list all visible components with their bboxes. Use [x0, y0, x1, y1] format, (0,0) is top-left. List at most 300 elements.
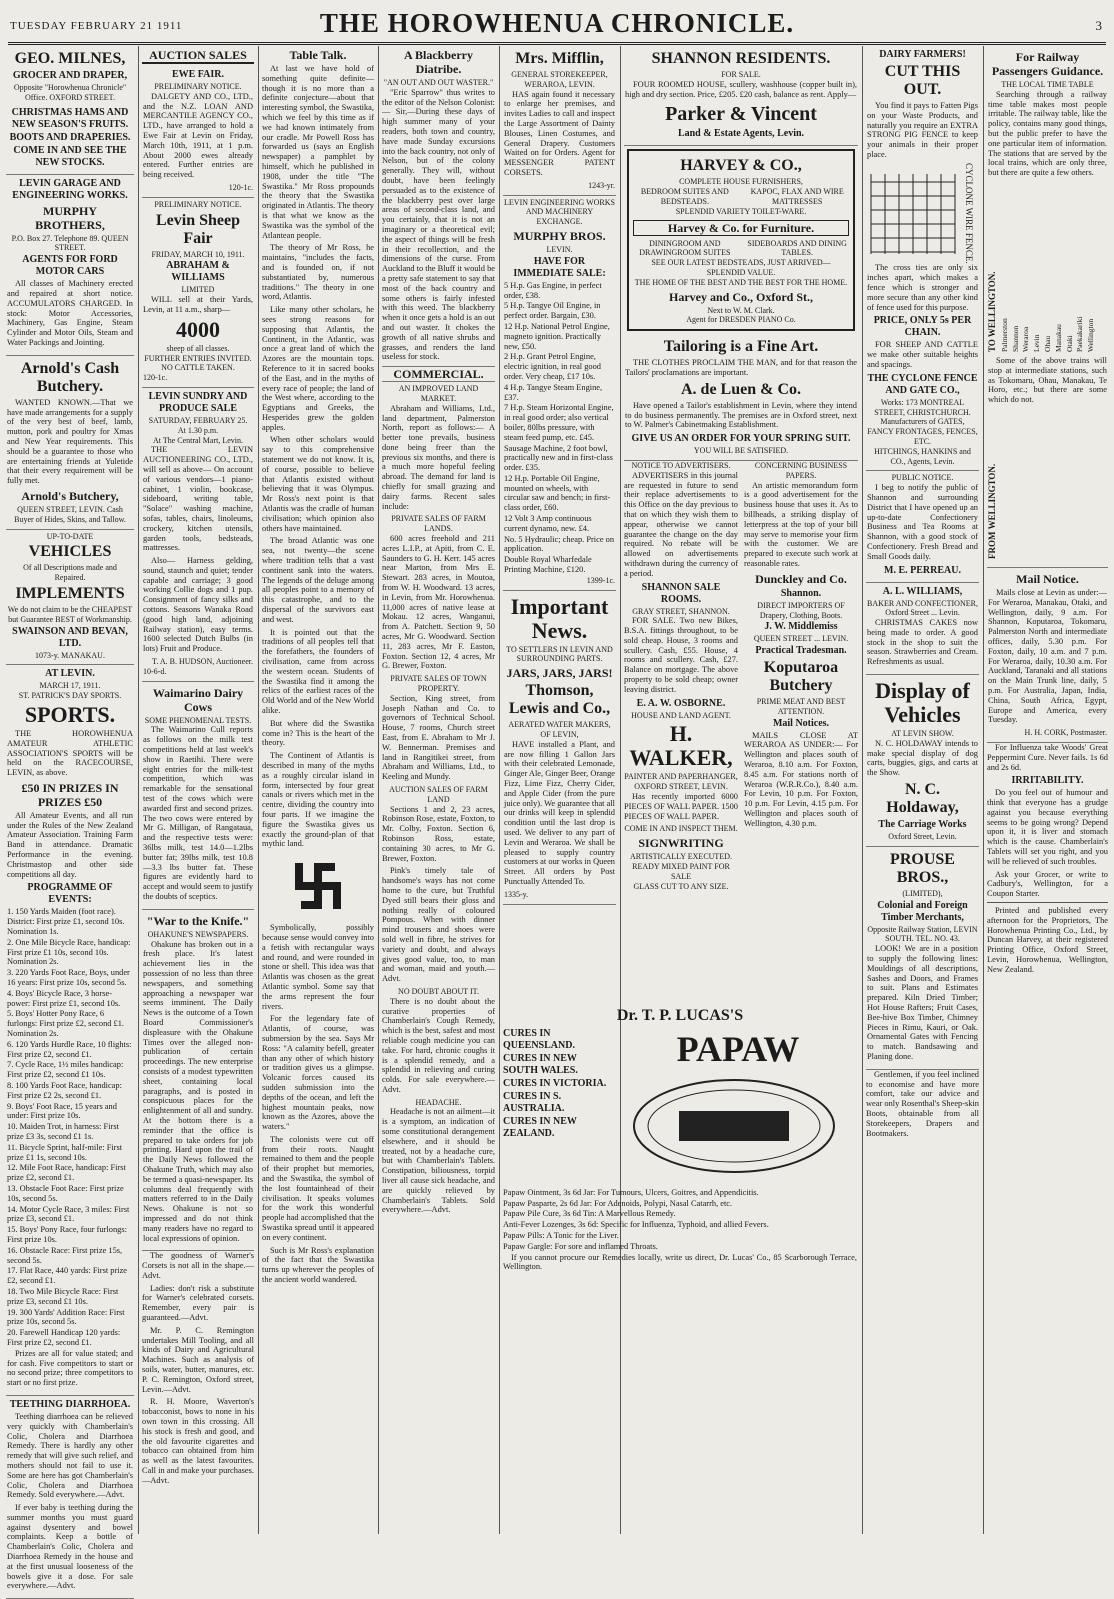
- table-talk-paragraph: For the legendary fate of Atlantis, of course, was submersion by the sea. Says Mr Ross: "A calamity befell, greater than any other of which history or tradition gives us a glimpse. Volcanic forces caused its sudden submission into the depths of the ocean, and left the highest mountain peaks, now known as the Azores, above the waters.": [262, 1014, 374, 1132]
- programme-event: 19. 300 Yards' Addition Race: First prize 10s, second 5s.: [7, 1307, 125, 1327]
- corsets-note: The goodness of Warner's Corsets is not all in the shape.—Advt.: [142, 1251, 254, 1280]
- ewe-fair-title: EWE FAIR.: [171, 69, 225, 80]
- column-6-left: [624, 461, 738, 892]
- timetable-from-wellington: [988, 409, 1107, 559]
- implements-title: IMPLEMENTS: [15, 584, 125, 602]
- irritability-body: Do you feel out of humour and think that everyone has a grudge against you because everything seems to be going wrong? Depend upon it, it is liver and stomach which is the cause. Chamberlain's Tablets will set you right, and you will be relieved of such troubles.: [987, 788, 1108, 866]
- murphy-item: No. 5 Hydraulic; cheap. Price on application.: [504, 534, 615, 554]
- vehicles-desc: Of all Descriptions made and Repaired.: [23, 563, 117, 583]
- dairy-cows-article: [142, 682, 254, 910]
- milnes-trade: GROCER AND DRAPER,: [12, 70, 128, 81]
- jars-line: JARS, JARS, JARS!: [506, 666, 613, 681]
- influenza-note: For Influenza take Woods' Great Peppermint Cure. Never fails. 1s 6d and 2s 6d.: [987, 742, 1108, 772]
- holdaway-address: Oxford Street, Levin.: [888, 832, 957, 842]
- lucas-item: Papaw Pasparte, 2s 6d Jar: For Adenoids, Polypi, Nasal Catarrh, etc.: [503, 1198, 733, 1208]
- issue-date: TUESDAY FEBRUARY 21 1911: [10, 20, 183, 32]
- sheep-count: 4000: [176, 316, 220, 342]
- osborne-name: E. A. W. OSBORNE.: [636, 697, 726, 709]
- pink-note: Pink's timely tale of handsome's ways has not come home to the cure, but Truthful Dyed still bears their gloss and nothing really of coloured Pompous. When with dinner mind trousers and shoes were sold well in fibre, he strives for variety and doubt, and always gives good value, too, to man and woman, maid and youth.—Advt.: [382, 866, 495, 984]
- preliminary-notice: PRELIMINARY NOTICE.: [154, 82, 242, 91]
- programme-event: 11. Bicycle Sprint, half-mile: First prize £1 1s, second 10s.: [7, 1142, 123, 1162]
- programme-event: 3. 220 Yards Foot Race, Boys, under 16 years: First prize 10s, second 5s.: [7, 968, 130, 988]
- column-8: [987, 46, 1108, 1534]
- programme-event: 5. Boys' Hotter Pony Race, 6 furlongs: First prize £2, second £1. Nomination 2s.: [7, 1009, 125, 1039]
- column-rule: [983, 46, 984, 1534]
- display-vehicles: Display of Vehicles: [875, 678, 970, 728]
- prouse-sub: Colonial and Foreign Timber Merchants,: [877, 899, 968, 923]
- murphy-item: 5 H.p. Tangye Oil Engine, in perfect order. Bargain, £30.: [504, 301, 601, 321]
- garage-address: P.O. Box 27. Telephone 89. QUEEN STREET.: [11, 233, 129, 253]
- price-line: PRICE, ONLY 5s PER CHAIN.: [873, 315, 972, 339]
- abraham-body: WILL sell at their Yards, Levin, at 11 a.m., sharp—: [143, 295, 253, 314]
- teething-title: TEETHING DIARRHOEA.: [9, 1398, 131, 1410]
- murphy-place: LEVIN.: [546, 244, 573, 254]
- prouse-address: Opposite Railway Station, LEVIN SOUTH. TEL. NO. 43.: [867, 924, 978, 944]
- harvey-sideboards: SIDEBOARDS AND DINING TABLES.: [747, 238, 847, 258]
- station-name: Paekakariki: [1075, 316, 1085, 352]
- station-name: Shannon: [1010, 325, 1020, 352]
- mail-notices-body: MAILS CLOSE AT WERAROA AS UNDER:— For Wellington and places south of Weraroa, 8.10 a.m. For Foxton, 8.45 a.m. For stations north of Weraroa (W.R.R.Co.), 8.40 a.m. For Levin, 10 p.m. For Foxton, 10 p.m. For Levin, 4.15 p.m. For Wellington and places south of Wellington, 4.30 p.m.: [744, 730, 858, 828]
- town-sales-title: PRIVATE SALES OF TOWN PROPERTY.: [390, 674, 487, 694]
- murphy-item: 4 H.p. Tangye Steam Engine, £37.: [504, 382, 603, 402]
- programme-event: 18. Two Mile Bicycle Race: First prize £3, second £1 10s.: [7, 1286, 119, 1306]
- programme-event: 14. Motor Cycle Race, 3 miles: First prize £3, second £1.: [7, 1204, 130, 1224]
- irritability-title: IRRITABILITY.: [1011, 775, 1084, 787]
- harvey-name: HARVEY & CO.,: [680, 157, 802, 175]
- walker-sign-sub: ARTISTICALLY EXECUTED.: [630, 852, 732, 862]
- cyclone-co: THE CYCLONE FENCE AND GATE CO.,: [867, 372, 978, 396]
- to-wellington-label: TO WELLINGTON.: [987, 271, 997, 352]
- dairy-cows-body: The Waimarino Cull reports as follows on the milk test competitions held at last week's show in Raetihi. There were eight entries for the milk-test competition, which was remarkable for the sensational test of the cows which were awarded first and second prizes. The two cows were entered by Mr G. Milligan, of Rangataua, and the respective tests were: 36lbs milk, test 14.0—1.2lbs butter fat; 39lbs milk, test 10.8—3.3 lbs butter fat. These figures are evidently hard to accept and would seem to justify the doubts of sceptics.: [143, 725, 254, 901]
- murphy-name: MURPHY BROS.: [513, 228, 606, 243]
- produce-also: Also— Harness gelding, sound, staunch and quiet; tender capable and carriage; 3 good working Collie dogs and 1 pup. Consignment of fancy silks and cottons. Seasons Wanaka Road (good high land, adjoining Railway station), easy terms. 1600 selected Dutch Bulbs (in lots) Fruit and Produce.: [143, 556, 253, 654]
- timetable-to-wellington: [988, 182, 1107, 352]
- parker-vincent-name: Parker & Vincent: [665, 103, 817, 126]
- walker-sub: PAINTER AND PAPERHANGER, OXFORD STREET, LEVIN.: [624, 772, 738, 792]
- lucas-item: Papaw Ointment, 3s 6d Jar: For Tumours, Ulcers, Goitres, and Appendicitis.: [503, 1187, 759, 1197]
- produce-body: THE LEVIN AUCTIONEERING CO., LTD., will sell as above— On account of various vendors—1 piano-cabinet, 1 violin, bookcase, sideboard, writing table, "Solace" washing machine, sofas, tables, chairs, linoleums, crockery, kitchen utensils, garden tools, bedsteads, mattresses.: [143, 445, 253, 553]
- harvey-address: Harvey and Co., Oxford St.,: [669, 289, 813, 304]
- abraham-name: ABRAHAM & WILLIAMS: [166, 260, 230, 284]
- milnes-line: COME IN AND SEE THE NEW STOCKS.: [13, 144, 127, 168]
- masthead: [8, 6, 1106, 45]
- concerning-body: An artistic memorandum form is a good advertisement for the business house that uses it. As to billheads, a striking display of letterpress at the top of your bill may serve to memorise your firm with the customer. We are prepared to execute such work at reasonable rates.: [744, 480, 858, 568]
- railway-note: Some of the above trains will stop at intermediate stations, such as Tokomaru, Ohau, Manakau, Te Horo, etc.; but there are some which do not.: [988, 355, 1107, 405]
- perreau-advert: [866, 471, 979, 582]
- walker-come: COME IN AND INSPECT THEM.: [624, 824, 738, 834]
- lucas-item: Papaw Gargle: For sore and inflamed Throats.: [503, 1241, 658, 1251]
- sports-title: SPORTS.: [24, 701, 116, 727]
- column-rule: [499, 46, 500, 1534]
- shannon-body: FOUR ROOMED HOUSE, scullery, washhouse (copper built in), high and dry section. Price, £205. £20 cash, balance as rent. Apply—: [625, 79, 857, 99]
- walker-glass: GLASS CUT TO ANY SIZE.: [633, 881, 729, 891]
- vehicles-title: VEHICLES: [28, 543, 112, 561]
- timetable-title: THE LOCAL TIME TABLE: [1001, 80, 1094, 89]
- garage-agents: AGENTS FOR FORD MOTOR CARS: [22, 254, 118, 278]
- luen-body: Have opened a Tailor's establishment in Levin, where they intend to do business permanently. The premises are in Oxford street, next to W. Palmer's Cabinetmaking Establishment.: [625, 400, 857, 430]
- sheep-fair-advert: [142, 198, 254, 388]
- swainson-address: 1073-y. MANAKAU.: [35, 650, 105, 660]
- table-talk-paragraph: It is pointed out that the traditions of all peoples tell that the forefathers, the founders of civilisation, came from across the western ocean. Students of the Swastika find it among the relics of the earliest races of the Old World and of the New World alike.: [262, 627, 374, 715]
- harvey-advert: [627, 149, 855, 331]
- cyclone-side-label: CYCLONE WIRE FENCE.: [963, 162, 974, 264]
- notice-body: ADVERTISERS in this journal are requested in future to send their replace advertisements to this Office on the day previous to that on which they wish them to appear, otherwise we cannot guarantee the change on the day required. No rebate will be allowed on advertisements withdrawn during the currency of a period.: [624, 470, 738, 578]
- lucas-title: Dr. T. P. LUCAS'S: [616, 1007, 744, 1024]
- no-cattle: NO CATTLE TAKEN.: [161, 363, 235, 373]
- mifflin-ref: 1243-yr.: [588, 180, 615, 190]
- garage-title: LEVIN GARAGE AND ENGINEERING WORKS.: [12, 177, 128, 201]
- harvey-sub: COMPLETE HOUSE FURNISHERS,: [679, 177, 803, 187]
- settlers-line: TO SETTLERS IN LEVIN AND SURROUNDING PARTS.: [506, 644, 613, 664]
- prouse-ltd: (LIMITED),: [902, 888, 943, 898]
- cures-item: CURES IN NEW ZEALAND.: [503, 1116, 577, 1139]
- perreau-name: M. E. PERREAU.: [884, 564, 961, 576]
- walker-mixed: READY MIXED PAINT FOR SALE: [632, 862, 730, 881]
- notice-title: NOTICE TO ADVERTISERS.: [631, 460, 731, 470]
- sports-intro: THE HOROWHENUA AMATEUR ATHLETIC ASSOCIATION'S SPORTS will be held on the RACECOURSE, LEVIN, as above.: [7, 728, 133, 778]
- lucas-list: [503, 1188, 857, 1252]
- table-talk-paragraph: The theory of Mr Ross, he maintains, "includes the facts, and is founded on, if not substantiated by, numerous traditions." The theory in one word, Atlantis.: [262, 243, 374, 302]
- sheep-fair-date: FRIDAY, MARCH 10, 1911.: [151, 249, 245, 259]
- murphy-sale: HAVE FOR IMMEDIATE SALE:: [513, 255, 606, 279]
- murphy-item: 12 H.p. National Petrol Engine, magneto ignition. Practically new, £50.: [504, 321, 610, 351]
- tailor-advert: [624, 334, 858, 461]
- programme-event: 13. Obstacle Foot Race: First prize 10s, second 5s.: [7, 1183, 124, 1203]
- abraham-ltd: LIMITED: [181, 285, 215, 295]
- market-body: Abraham and Williams, Ltd., land department, Palmerston North, report as follows:— A better tone prevails, business done being freer than the previous six months, and there is a much more hopeful feeling abroad. The demand for land is chiefly for small grazing and dairy farms. Recent sales include:: [382, 403, 495, 511]
- table-talk-paragraph: The colonists were cut off from their roots. Naught remained to them and the people of their prophet but memories, and the Swastika, the symbol of the lost fountainhead of their civilisation. It speaks volumes for the work this wonderful people had accomplished that the Swastika spread until it appeared on every continent.: [262, 1134, 374, 1242]
- important-news: Important News.: [510, 593, 609, 643]
- murphy-head: LEVIN ENGINEERING WORKS AND MACHINERY EXCHANGE.: [504, 197, 615, 227]
- war-knife-title: "War to the Knife.": [146, 913, 250, 928]
- mail-notice-title: Mail Notice.: [1016, 571, 1079, 586]
- table-talk-paragraph: Such is Mr Ross's explanation of the fact that the Swastika turns up wherever the peoples of the ancient world wandered.: [262, 1245, 374, 1285]
- murphy-advert: [503, 196, 616, 591]
- blackberry-body: "Eric Sparrow" thus writes to the editor of the Nelson Colonist:— Sir,—During these days of high summer many of your readers, both town and country, have made Sunday excursions into the back country, not only of Nelson, but of the colony generally. They will, without doubt, have been feelingly persuaded as to the existence of the blackberry pest over large areas of second-class land, and you certainly, that it is not an imaginary or a theoretical evil; the aspect of things will be fresh in their recollection, and the dimensions of the curse. From Auckland to the Bluff it would be a pretty safe statement to say that most of the back country and some others is fairly infested with this weed. The blackberry when it once gets a hold is an out and out waster. It chokes the growth of all native shrubs and grasses, and renders the land useless for stock.: [382, 87, 495, 362]
- implements-body: We do not claim to be the CHEAPEST but Guarantee BEST of Workmanship.: [7, 604, 133, 624]
- station-name: Levin: [1032, 334, 1042, 352]
- dairy-farmers-title: DAIRY FARMERS!: [879, 49, 966, 60]
- cures-item: CURES IN VICTORIA.: [503, 1078, 607, 1089]
- column-1: [6, 46, 134, 1591]
- cadbury-note: Ask your Grocer, or write to Cadbury's, Wellington, for a Coupon Starter.: [987, 869, 1108, 899]
- programme-event: 2. One Mile Bicycle Race, handicap: First prize £1 10s, second 10s. Nomination 2s.: [7, 937, 131, 967]
- dalgety-ref: 120-1c.: [228, 182, 253, 192]
- butchery-body: WANTED KNOWN.—That we have made arrangements for a supply of the very best of beef, lamb, mutton, pork and poultry for Xmas and New Year requirements. This should be a guarantee to those who are entertaining friends at Yuletide that their every requirement will be fully met.: [7, 397, 133, 486]
- butchery-signature: Arnold's Butchery,: [21, 488, 119, 503]
- milnes-address: Opposite "Horowhenua Chronicle" Office. OXFORD STREET.: [13, 83, 127, 102]
- mifflin-body: HAS again found it necessary to enlarge her premises, and invites Ladies to call and inspect the Large Assortment of Dainty Blouses, Linen Costumes, and General Drapery. Customers Waited on for Orders. Agent for MESSENGER PATENT CORSETS.: [504, 89, 615, 177]
- milnes-advert: [6, 46, 134, 175]
- station-name: Ohau: [1042, 335, 1052, 352]
- blackberry-title: A Blackberry Diatribe.: [404, 48, 473, 76]
- harvey-latest: SEE OUR LATEST BEDSTEADS, JUST ARRIVED—SPLENDID VALUE.: [651, 258, 831, 277]
- swastika-illustration: [287, 855, 349, 917]
- milnes-line: BOOTS AND DRAPERIES.: [9, 131, 131, 143]
- railway-article: [987, 46, 1108, 568]
- war-knife-article: [142, 910, 254, 1252]
- mail-notice-article: [987, 568, 1108, 743]
- butchery-advert: [6, 356, 134, 530]
- tailor-body: THE CLOTHES PROCLAIM THE MAN, and for that reason the Tailors' proclamations are important.: [625, 358, 857, 377]
- sports-day: ST. PATRICK'S DAY SPORTS.: [18, 691, 122, 701]
- table-talk-title: Table Talk.: [289, 48, 347, 62]
- cyclone-manu: Manufacturers of GATES, FANCY FRONTAGES, FENCES, ETC.: [867, 417, 978, 446]
- cyclone-advert: [866, 46, 979, 471]
- murphy-item: 12 Volt 3 Amp continuous current dynamo, new. £4.: [504, 514, 592, 533]
- harvey-big: Harvey & Co. for Furniture.: [633, 220, 849, 236]
- newspaper-title: THE HOROWHENUA CHRONICLE.: [319, 8, 795, 38]
- murphy-items: [504, 281, 615, 575]
- column-6: [624, 46, 858, 1001]
- williams-body: CHRISTMAS CAKES now being made to order. A good stock in the shop to suit the season. Strawberries and Cream. Refreshments as usual.: [867, 618, 978, 667]
- sports-advert: [6, 665, 134, 1396]
- middlemiss-name: J. W. Middlemiss: [764, 621, 838, 633]
- walker-signwriting: SIGNWRITING: [638, 836, 724, 851]
- station-name: Palmerston: [999, 318, 1009, 352]
- table-talk-paragraph: The broad Atlantic was one sea, not twenty—the scene where tradition tells that a vast continent sank into the waters. The legends of the deluge among all peoples point to a memory of this catastrophe, and to the dispersal of the survivors east and west.: [262, 536, 374, 624]
- further-entries: FURTHER ENTRIES INVITED.: [144, 353, 252, 363]
- column-7: [866, 46, 979, 1534]
- programme-event: 10. Maiden Trot, in harness: First prize £3 3s, second £1 1s.: [7, 1122, 119, 1141]
- programme-list: [7, 907, 133, 1347]
- perreau-body: I beg to notify the public of Shannon and surrounding District that I have opened up an up-to-date Confectionery Business and Tea Rooms at Shannon, with a good stock of Confectionery. Fresh Bread and Small Goods daily.: [867, 483, 978, 561]
- dunckley-name: Dunckley and Co.: [755, 571, 847, 586]
- shannon-sale-address: GRAY STREET, SHANNON.: [632, 606, 730, 616]
- display-sub: AT LEVIN SHOW.: [891, 729, 954, 739]
- harvey-home: THE HOME OF THE BEST AND THE BEST FOR THE HOME.: [634, 277, 848, 287]
- programme-event: 4. Boys' Bicycle Race, 3 horse-power: First prize £1, second 10s.: [7, 988, 121, 1008]
- osborne-sub: HOUSE AND LAND AGENT.: [631, 710, 731, 720]
- no-doubt-body: There is no doubt about the curative properties of Chamberlain's Cough Remedy, which is the best, safest and most reliable cough medicine you can take. For hard, chronic coughs it is a splendid remedy, and a splendid in relieving and curing colds. For sale everywhere.—Advt.: [382, 996, 495, 1094]
- column-3: [262, 46, 374, 1534]
- mifflin-trade: GENERAL STOREKEEPER,: [511, 70, 608, 79]
- holdaway-name: N. C. Holdaway,: [886, 781, 959, 817]
- table-talk-paragraph: The Continent of Atlantis is described in many of the myths as a roughly circular island in form, intersected by four great canals or rivers which met in the centre, dividing the country into four parts. If we imagine the figure the Swastika gives us exactly the ground-plan of that mythic land.: [262, 751, 374, 849]
- mail-notice-signature: H. H. CORK, Postmaster.: [1024, 728, 1107, 738]
- williams-advert: [866, 583, 979, 676]
- thomson-name: Thomson, Lewis and Co.,: [508, 682, 611, 718]
- programme-event: 15. Boys' Pony Race, four furlongs: First prize 10s.: [7, 1225, 127, 1244]
- headache-title: HEADACHE.: [415, 1097, 462, 1107]
- cyclone-body: The cross ties are only six inches apart, which makes a fence which is stronger and more secure than any other kind of fence used for this purpose.: [867, 263, 978, 312]
- murphy-item: 7 H.p. Steam Horizontal Engine, in real good order; also vertical boiler, 80lbs pressure, with steam feed pump, etc. £45.: [504, 403, 614, 442]
- koputaroa-name: Koputaroa Butchery: [763, 659, 839, 695]
- from-wellington-label: FROM WELLINGTON.: [987, 463, 997, 559]
- cures-item: CURES IN QUEENSLAND.: [503, 1028, 575, 1051]
- sports-prize: £50 IN PRIZES IN PRIZES £50: [21, 780, 119, 809]
- dalgety-body: DALGETY AND CO., LTD., and the N.Z. LOAN AND MERCANTILE AGENCY CO., LTD., have arranged to hold a Ewe Fair at Levin on Friday, March 10th, 1911, at 1 p.m. About 2000 ewes already entered. Further entries are being received.: [143, 91, 253, 180]
- auction-sales-title: AUCTION SALES: [142, 48, 254, 64]
- walker-name: H. WALKER,: [629, 721, 733, 771]
- produce-sale-advert: [142, 388, 254, 682]
- murphy-item: 2 H.p. Grant Petrol Engine, electric ignition, in real good order. Very cheap, £17 10s.: [504, 352, 601, 381]
- ladies-note: Ladies: don't risk a substitute for Warner's celebrated corsets. Remember, every pair is guaranteed.—Advt.: [142, 1283, 254, 1323]
- private-sales-title: PRIVATE SALES OF FARM LANDS.: [391, 514, 486, 534]
- programme-event: 6. 120 Yards Hurdle Race, 10 flights: First prize £2, second £1.: [7, 1039, 132, 1059]
- vehicles-advert: [6, 530, 134, 666]
- market-title: AN IMPROVED LAND MARKET.: [398, 384, 479, 403]
- town-sales-body: Section, King street, from Joseph Nathan and Co. to governors of Technical School. House, 7 rooms, Church street East, from E. Abraham to Mr J. W. Bennerman. Premises and land in Rangitikei street, from Abraham and Williams, Ltd., to Keeling and Mundy.: [382, 693, 495, 782]
- harvey-variety: SPLENDID VARIETY TOILET-WARE.: [675, 206, 807, 216]
- column-rule: [138, 46, 139, 1534]
- vehicles-uptodate: UP-TO-DATE: [46, 531, 94, 541]
- prouse-body: LOOK! We are in a position to supply the following lines: Mouldings of all descriptions, Sashes and Doors, and Frames to suit. Plans and Estimates prepared. Kiln Dried Timber; Hot House Rafters; Fruit Cases, Bee-hive Box Timber, Chimney Pieces in Rimu, Kauri, or Oak. Ornamental Gates with Fencing to match. Bandsawing and Planing done.: [867, 944, 978, 1062]
- produce-place: At The Central Mart, Levin.: [152, 435, 244, 445]
- produce-date: SATURDAY, FEBRUARY 25.: [148, 415, 248, 425]
- table-talk-paragraph: When other scholars would say to this comprehensive statement we do not know. It is, of course, possible to believe that Atlantis existed without believing that it was Olympus. Mr Ross's next point is that Atlantis was the cradle of human civilisation; which opinion also others have maintained.: [262, 435, 374, 533]
- walker-body: Has recently imported 6000 PIECES OF WALL PAPER. 1500 PIECES OF WALL PAPER.: [624, 792, 738, 821]
- luen-order: GIVE US AN ORDER FOR YOUR SPRING SUIT.: [631, 433, 851, 445]
- murphy-item: Sausage Machine, 2 foot bowl, practically new and in first-class order. £35.: [504, 443, 613, 473]
- cut-body: You find it pays to Fatten Pigs on your Waste Products, and naturally you require an EXTRA STRONG PIG FENCE to keep your animals in their proper place.: [867, 101, 978, 159]
- luen-name: A. de Luen & Co.: [680, 380, 801, 398]
- lucas-advert: [503, 1005, 857, 1533]
- thomson-advert: [503, 591, 616, 905]
- koputaroa-sub: PRIME MEAT AND BEST ATTENTION.: [756, 697, 846, 716]
- wire-fence-illustration: [867, 168, 959, 258]
- concerning-title: CONCERNING BUSINESS PAPERS.: [754, 460, 848, 480]
- prouse-advert: [866, 847, 979, 1070]
- garage-body: All classes of Machinery erected and repaired at short notice. ACCUMULATORS CHARGED. In stock: Motor Accessories, Machinery, Gas Engine, Steam Cylinder and Motor Oils, Steam and Water Packings and Jointing.: [7, 279, 133, 347]
- table-talk-paragraph: At last we have hold of something quite definite—though it is no more than a definite conjecture—about that interesting symbol, the Swastika, which we feel by this time as if we had known intimately from our cradle. Mr Powell Ross has forwarded us (says an English newspaper) a pamphlet by himself, which he published in 1908, under the title "The Swastika." Mr Ross propounds the theory that the Swastika originated in Atlantis. The theory is that what we know as the Swastika was the symbol of the Atlantean people.: [262, 64, 374, 240]
- programme-event: 12. Mile Foot Race, handicap: First prize £2, second £1.: [7, 1163, 126, 1183]
- parker-vincent-sub: Land & Estate Agents, Levin.: [677, 128, 805, 140]
- mifflin-name: Mrs. Mifflin,: [515, 50, 604, 67]
- williams-sub: BAKER AND CONFECTIONER, Oxford Street ... Levin.: [867, 598, 978, 618]
- shannon-title: SHANNON RESIDENTS.: [651, 50, 831, 67]
- sheep-desc: sheep of all classes.: [166, 343, 230, 353]
- harvey-right: KAPOC, FLAX AND WIRE MATTRESSES: [750, 187, 844, 206]
- milnes-name: GEO. MILNES,: [14, 50, 126, 67]
- sports-footer: Prizes are all for value stated; and for cash. Five competitors to start or no second prize; three competitors to start or no first prize.: [7, 1348, 133, 1388]
- auction-land-title: AUCTION SALES OF FARM LAND: [389, 784, 488, 804]
- railway-body: Searching through a railway time table makes most people irritable. The railway table, like the policy, contains many good things, but the public prefer to have the one particular item of information. The stations that are served by the local trains, which are only three, but there are quite a few others.: [988, 89, 1107, 178]
- holdaway-advert: [866, 675, 979, 847]
- mail-notice-body: Mails close at Levin as under:— For Weraroa, Manakau, Otaki, and Wellington, daily, 9 a.m. For Shannon, Koputaroa, Tokomaru, Palmerston North and intermediate offices, daily, 5.30 p.m. For Foxton, daily, 10 a.m. and 7 p.m. For Weraroa, daily, 10.30 a.m. For Auckland, Taranaki and all stations on the Main Trunk line, daily, 5 p.m. For Australia, Japan, India, China, South Africa, Egypt, Europe and America, every Tuesday.: [988, 587, 1107, 725]
- butchery-address: QUEEN STREET, LEVIN. Cash Buyer of Hides, Skins, and Tallow.: [14, 504, 126, 524]
- railway-title: For Railway Passengers Guidance.: [991, 50, 1104, 78]
- prouse-name: PROUSE BROS.,: [890, 850, 955, 886]
- butchery-title: Arnold's Cash Butchery.: [20, 359, 120, 395]
- table-talk-paragraph: Symbolically, possibly because sense would convey into a fetish with rectangular ways and round, and were rounded in stone or shell. This idea was that Atlantis was chosen as the great Atlantic symbol. Some say that the arms represent the four rivers.: [262, 923, 374, 1011]
- station-name: Manakau: [1053, 324, 1063, 352]
- station-name: Otaki: [1064, 335, 1074, 352]
- column-6-right: [744, 461, 858, 892]
- sheep-cattle: FOR SHEEP AND CATTLE we make other suitable heights and spacings.: [867, 340, 978, 369]
- programme-event: 16. Obstacle Race: First prize 15s, second 5s.: [7, 1245, 123, 1265]
- headache-body: Headache is not an ailment—it is a symptom, an indication of some constitutional derangement elsewhere, and it should be treated, not by a headache cure, but with Chamberlain's Tablets. Constipation, biliousness, torpid liver all cause sick headache, and are quickly relieved by Chamberlain's Tablets. Sold everywhere.—Advt.: [382, 1107, 495, 1215]
- station-name: Wellington: [1086, 318, 1096, 352]
- commercial-title: COMMERCIAL.: [382, 366, 495, 382]
- column-4: [382, 46, 495, 1534]
- cures-item: CURES IN S. AUSTRALIA.: [503, 1091, 565, 1114]
- shannon-sale: FOR SALE.: [721, 70, 761, 79]
- holdaway-body: N. C. HOLDAWAY intends to make special display of dog carts, buggies, gigs, and carts at the Show.: [867, 738, 978, 778]
- sports-body: All Amateur Events, and all run under the Rules of the New Zealand Amateur Association. Training Farm Band in attendance. Dramatic Performance in the evening. Christmastop and other side competitions all day.: [7, 810, 133, 879]
- mail-notices-title: Mail Notices.: [772, 717, 830, 729]
- blackberry-sub: "AN OUT AND OUT WASTER.": [383, 78, 494, 87]
- dunckley-place: Shannon.: [780, 587, 822, 599]
- abraham-ref: 120-1c.: [143, 373, 168, 383]
- cut-this-out: CUT THIS OUT.: [884, 63, 961, 98]
- sheep-fair-title: Levin Sheep Fair: [155, 211, 240, 247]
- middlemiss-sub: QUEEN STREET ... LEVIN.: [753, 634, 849, 644]
- harvey-agent: Agent for DRESDEN PIANO Co.: [686, 315, 796, 325]
- war-knife-sub: OHAKUNE'S NEWSPAPERS.: [147, 929, 249, 939]
- hitchings-agents: HITCHINGS, HANKINS and CO., Agents, Levin.: [874, 446, 971, 466]
- war-knife-body: Ohakune has broken out in a fresh place. It's latest achievement lies in the possession of no less than three newspapers, and something approaching a newspaper war seems imminent. The Daily News is the outcome of a Town Board Commissioner's displeasure with the Ohakune Times over the alleged non-publication of certain proceedings. The new enterprise consists of a modest typewritten sheet, containing local paragraphs, and is posted in conspicuous places for the enlightenment of all and sundry. At the bottom there is a reminder that the office is prepared to take orders for job printing. Hard upon the trail of the Daily News followed the Ohakune Truth, which may also be termed a quasi-newspaper. Its columns deal frequently with matters referred to in the Daily News. Ohakune is not so impressed and do not think many readers have no regard to local expressions of opinion.: [143, 939, 253, 1243]
- produce-title: LEVIN SUNDRY AND PRODUCE SALE: [148, 390, 248, 414]
- programme-event: 8. 100 Yards Foot Race, handicap: First prize £2 2s, second £1.: [7, 1081, 122, 1100]
- ointment-tin-icon: [619, 1071, 849, 1181]
- lucas-footer: If you cannot procure our Remedies locally, write us direct, Dr. Lucas' Co., 85 Scarborough Terrace, Wellington.: [503, 1252, 857, 1272]
- produce-time: At 1.30 p.m.: [177, 425, 219, 435]
- harvey-dining: DININGROOM AND DRAWINGROOM SUITES: [639, 238, 731, 258]
- printer-imprint: Printed and published every afternoon for the Proprietors, The Horowhenua Printing Co., Ltd., by Duncan Harvey, at their registered Printing Office, Oxford Street, Levin, Horowhenua, Wellington, New Zealand.: [987, 906, 1108, 974]
- teething-article: [6, 1396, 134, 1599]
- holdaway-sub: The Carriage Works: [878, 819, 967, 831]
- private-sales-body: 600 acres freehold and 211 acres L.I.P., at Apiti, from C. E. Saunders to G. H. Kerr. 145 acres near Marton, from Mrs E. Stewart. 283 acres, in Moutoa, from W. H. Woodward. 13 acres, in Levin, from Mr. Horowhenua. 11,000 acres of native lease at Mokau. 12 acres, Wanganui, from A. Patchett. Section 9, 50 acres, Mr G. Woodward. Section 11, 283 acres, Mr F. Easton, Foxton. Section 12, 4 acres, Mr G. Brewer, Foxton.: [382, 534, 495, 671]
- ewe-fair-advert: [142, 66, 254, 198]
- dairy-cows-sub: SOME PHENOMENAL TESTS.: [144, 715, 252, 725]
- cures-list: [503, 1027, 613, 1184]
- mifflin-advert: [503, 46, 616, 196]
- luen-satisfied: YOU WILL BE SATISFIED.: [693, 446, 789, 456]
- dairy-cows-title: Waimarino Dairy Cows: [152, 685, 244, 714]
- public-notice: PUBLIC NOTICE.: [891, 473, 954, 483]
- papaw-heading: PAPAW: [676, 1029, 800, 1069]
- murphy-item: 5 H.p. Gas Engine, in perfect order, £38.: [504, 280, 602, 300]
- page-number: 3: [1095, 18, 1102, 33]
- programme-event: 17. Flat Race, 440 yards: First prize £2, second £1.: [7, 1266, 128, 1286]
- programme-event: 1. 150 Yards Maiden (foot race). District: First prize £1, second 10s. Nomination 1s.: [7, 907, 125, 937]
- dunckley-sub: DIRECT IMPORTERS OF Drapery, Clothing, Boots.: [757, 600, 845, 620]
- programme-title: PROGRAMME OF EVENTS:: [27, 882, 113, 906]
- harvey-next: Next to W. M. Clark.: [707, 305, 775, 315]
- shannon-sale-body: FOR SALE. Two new Bikes, B.S.A. fittings throughout, to be sold cheap. House, 3 rooms and scullery. Cash, £55. House, 4 rooms and scullery. Cash, £27. Balance on mortgage. The above property to be sold cheap; owner leaving district.: [624, 616, 738, 694]
- column-2: [142, 46, 254, 1534]
- summer-body: If ever baby is teething during the summer months you must guard against dysentery and bowel complaints. Keep a bottle of Chamberlain's Colic, Cholera and Diarrhoea Remedy in the house and at the first unusual looseness of the bowels give it a dose. For sale everywhere.—Advt.: [7, 1503, 133, 1591]
- murphy-item: Double Royal Wharfedale Printing Machine, £120.: [504, 555, 592, 575]
- programme-event: 20. Farewell Handicap 120 yards: First prize £2, second £1.: [7, 1328, 121, 1347]
- column-rule: [378, 46, 379, 1534]
- remington-note: Mr. P. C. Remington undertakes Mill Tooling, and all kinds of Dairy and Agricultural Machines. Such as analysis of soils, water, butter, manures, etc. P. C. Remington, Oxford street, Levin.—Advt.: [142, 1325, 254, 1394]
- garage-name: MURPHY BROTHERS,: [35, 203, 105, 232]
- lucas-item: Anti-Fever Lozenges, 3s 6d: Specific for Influenza, Typhoid, and allied Fevers.: [503, 1220, 769, 1230]
- table-talk-paragraph: But where did the Swastika come in? This is the heart of the theory.: [262, 718, 374, 748]
- middlemiss-trade: Practical Tradesman.: [755, 645, 847, 657]
- murphy-ref: 1399-1c.: [586, 575, 615, 585]
- table-talk-paragraph: Like many other scholars, he sees strong reasons for supposing that Atlantis, the Continent, in the Atlantic, was once a great land of which the Azores are the mountain tops. Reference to it in sacred books of the East, and in the myths of every race of people; the land of the West where, according to the Egyptians and Greeks, the Hesperides grew the golden apples.: [262, 305, 374, 432]
- column-rule: [258, 46, 259, 1534]
- gentlemen-note: Gentlemen, if you feel inclined to economise and have more comfort, take our advice and wear only Rosenthal's Sheep-skin Boots, obtainable from all Storekeepers, Drapers and Bootmakers.: [866, 1069, 979, 1138]
- mifflin-place: WERAROA, LEVIN.: [524, 79, 595, 89]
- thomson-ref: 1335-y.: [504, 889, 529, 899]
- auction-land-body: Sections 1 and 2, 23 acres, Robinson Rose, estate, Foxton, to Mr. Colby, Foxton. Section 6, Robinson Ross, estate, containing 30 acres, to Mr G. Brewer, Foxton.: [382, 804, 495, 863]
- tailor-title: Tailoring is a Fine Art.: [663, 338, 819, 356]
- shannon-sale-rooms: SHANNON SALE ROOMS.: [641, 581, 721, 605]
- sports-date: MARCH 17, 1911.: [39, 681, 101, 691]
- produce-ref: 10-6-d.: [143, 666, 167, 676]
- station-name: Weraroa: [1021, 326, 1031, 352]
- williams-name: A. L. WILLIAMS,: [882, 585, 963, 597]
- moore-note: R. H. Moore, Waverton's tobacconist, bows to none in his own town in this crossing. All his stock is fresh and good, and the old favourite cigarettes and tobacco can obtained from him as well as the latest favourites. Call in and make your purchases.—Advt.: [142, 1397, 254, 1485]
- preliminary-notice: PRELIMINARY NOTICE.: [154, 199, 242, 209]
- murphy-item: 12 H.p. Portable Oil Engine, mounted on wheels, with circular saw and bench; in first-class order, £60.: [504, 473, 611, 513]
- no-doubt-title: NO DOUBT ABOUT IT.: [398, 986, 479, 996]
- harvey-left: BEDROOM SUITES AND BEDSTEADS.: [640, 187, 729, 206]
